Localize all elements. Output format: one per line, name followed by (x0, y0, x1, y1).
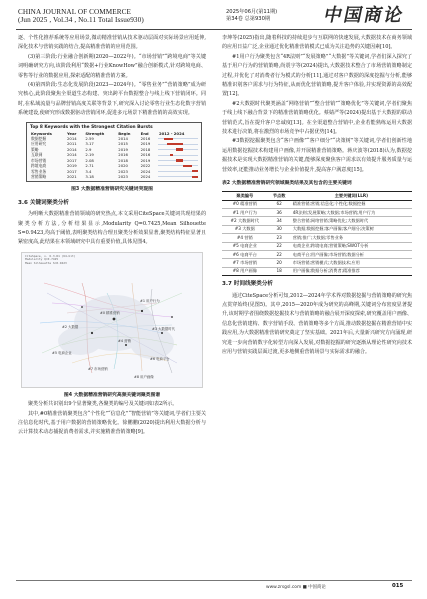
burst-period-bar (192, 170, 198, 172)
table-cell-n: 22 (268, 242, 291, 250)
cluster-label: #1 用户行为 (140, 298, 160, 303)
table-header: 主要关键词(LLR) (291, 191, 412, 200)
burst-cell-end: 2018 (140, 146, 151, 152)
burst-col-header: Keywords (31, 130, 52, 136)
cluster-label: #2 大数据 (62, 324, 79, 329)
section-heading-3-6: 3.6 关键词聚类分析 (18, 199, 70, 206)
burst-cell-kw: 数据挖掘 (31, 136, 47, 142)
footer-url: www.zrsgsl.com ■ 中国商论 (266, 585, 326, 590)
burst-cell-kw: 市场营销 (31, 157, 47, 163)
table-cell-kw: 整合营销;网络营销;策略优化;大数据时代 (291, 217, 412, 225)
table-row (222, 251, 412, 259)
table-cell-kw: 电商平台;用户画像;市场营销;数据分析 (291, 251, 412, 259)
burst-cell-year: 2017 (67, 157, 77, 163)
table-cell-n: 18 (268, 267, 291, 275)
burst-cell-end: 2022 (140, 163, 151, 169)
burst-cell-year: 2017 (67, 168, 77, 174)
cluster-label: #0 精准营销 (100, 310, 120, 315)
burst-cell-end: 2016 (140, 152, 151, 158)
footer-divider (16, 580, 412, 581)
table-cell-id: #6 电商平台 (222, 251, 268, 259)
paragraph: #2大数据时代聚类涵盖“网络营销”“整合营销”“策略优化”等关键词,学者们聚焦于线上线下融合背景下的精准营销策略优化。蔡婧严等(2024)提出基于大数据的联动营销范式,旨在提升客户忠诚度[13]。在全渠道整合营销中,企业若能熟练运用大数据技术进行决策,将在激烈的市场竞争中占据优势[14]。 (222, 100, 412, 136)
paragraph: 逐、个性化推荐系统等应用场景,微动精准营销从技术驱动层面对实际场景应用延伸,深化技术与营销实践的结合,提高精准营销的应用范围。 (18, 35, 206, 51)
table-cell-id: #3 大数据 (222, 225, 268, 233)
table-cell-id: #2 大数据时代 (222, 217, 268, 225)
table-row (222, 217, 412, 225)
burst-cell-begin: 2018 (118, 157, 128, 163)
journal-header-cn (226, 9, 277, 23)
cluster-label: #8 用户画像 (134, 374, 154, 379)
table-cell-kw: 精准营销;营销;信息化;个性化;数据挖掘 (291, 200, 412, 208)
paragraph: (4)第四阶段:生态化发展阶段(2023—2024年)。“零售业务”“营销策略”成为研究核心,此阶段聚焦全渠道生态构建、突出跨平台数据整合与线上线下营销闭环。同时,在私域流量与品牌营销高度关联等背景下,研究深入讨论零售行业生态化数字营销系统建设,使研究形成数据驱动营销闭环,促进多元场景下精准营销的高效实现。 (18, 82, 206, 117)
table-cell-id: #8 用户画像 (222, 267, 268, 275)
journal-header-en (18, 8, 144, 24)
cluster-network-svg (22, 253, 202, 387)
burst-period-bar (170, 154, 173, 156)
burst-cell-strength: 3.17 (85, 141, 94, 147)
burst-period-bar (183, 165, 192, 167)
footer-journal: 中国商论 (308, 585, 326, 590)
table-row (222, 234, 412, 242)
cluster-network-figure (21, 252, 203, 388)
figure-3-caption: 图3 大数据精准营销研究关键词突现图 (71, 187, 153, 193)
table-cell-n: 30 (268, 225, 291, 233)
burst-header: Top 8 Keywords with the Strongest Citation Bursts (30, 124, 153, 130)
table-row (222, 225, 412, 233)
burst-timeline-track (158, 165, 198, 166)
cluster-label: #4 营销 (118, 338, 131, 343)
paragraph: 聚类分析共识别出9个显著聚类,各聚类的编号及关键词如表2所示。 (28, 401, 178, 408)
burst-cell-end: 2019 (140, 141, 151, 147)
burst-cell-year: 2021 (67, 173, 77, 179)
burst-col-header: 2012 - 2024 (159, 130, 185, 136)
cluster-label: #3 大数据时代 (152, 326, 176, 331)
burst-cell-kw: 策略 (31, 146, 39, 152)
paragraph: (3)第三阶段:行业融合创新期(2020—2022年)。“市场营销”“跨境电商”等关键词明确研究方向,该阶段利用“数据+行业KnowHow”融合创新模式,针对跨境电商、零售等行业的数据应用,探索适配的精准营销方案。 (18, 53, 206, 79)
issue-cn: 第34卷 总第930期 (226, 16, 271, 22)
table-cell-id: #4 营销 (222, 234, 268, 242)
page-number: 015 (392, 583, 404, 589)
burst-cell-strength: 3.18 (85, 173, 94, 179)
burst-table (30, 131, 198, 180)
burst-cell-strength: 2.19 (85, 152, 94, 158)
header-divider (16, 29, 412, 30)
cluster-label: #5 电商企业 (52, 350, 72, 355)
date-cn: 2025年06月(第11期) (226, 9, 278, 15)
table-cell-n: 20 (268, 259, 291, 267)
burst-cell-kw: 应用研究 (31, 141, 47, 147)
burst-period-bar (192, 176, 198, 178)
table-cell-n: 34 (268, 217, 291, 225)
burst-col-header: End (140, 130, 149, 136)
table-cell-n: 62 (268, 200, 291, 208)
table-cell-n: 23 (268, 234, 291, 242)
cluster-label: #7 市场营销 (88, 366, 108, 371)
burst-cell-begin: 2014 (118, 136, 128, 142)
burst-row (30, 174, 198, 179)
journal-logo: 中国商论 (321, 5, 407, 26)
burst-cell-end: 2019 (140, 157, 151, 163)
table-cell-kw: 电商企业;跨境电商;营销策略;SWOT分析 (291, 242, 412, 250)
right-column (222, 34, 412, 357)
table-row (222, 209, 412, 217)
burst-col-header: Year (67, 130, 77, 136)
cluster-label: #6 电商平台 (150, 356, 170, 361)
burst-cell-year: 2014 (67, 136, 77, 142)
burst-cell-strength: 2.59 (85, 136, 94, 142)
burst-cell-begin: 2016 (118, 152, 128, 158)
burst-figure (26, 122, 202, 183)
paragraph: 为明晰大数据精准营销领域的研究热点,本文采用CiteSpace关键词共现结果的聚类分析方法,分析结果显示,Modularity Q=0.7425,Mean Silhouette S=0.9423,均高于阈值,表明聚类结构合理且聚类分析效果显著,聚类结构特征显著且紧密度高,此结果在本领域研究中具有重要价值,具体见图4。 (18, 211, 206, 246)
burst-period-bar (176, 159, 182, 161)
table-row (222, 242, 412, 250)
table-header: 聚类编号 (222, 191, 268, 200)
table-cell-kw: 用户画像;数据分析;消费者;精准推荐 (291, 267, 412, 275)
table-cell-kw: 4R法则;发展策略;大数据;市场营销;用户行为 (291, 209, 412, 217)
paragraph: 其中,#0精准营销聚类包含“个性化”“信息化”“智能营销”等关键词,学者们主要关注信息化时代,基于用户数据的营销策略优化。徐鹏鹏(2020)提出利用大数据分析与云计算技术动态捕捉消费者需求,并实施精准营销策略[9]。 (18, 410, 206, 436)
burst-period-bar (167, 143, 182, 145)
burst-cell-begin: 2023 (118, 168, 128, 174)
table-cell-n: 22 (268, 251, 291, 259)
burst-cell-kw: 互联网 (31, 152, 43, 158)
citespace-meta: CiteSpace, v. 6.3.R1 (64-bit) Modularity Q=0.7425 Mean Silhouette S=0.9423 (25, 253, 76, 265)
burst-period-bar (176, 148, 182, 150)
burst-cell-year: 2014 (67, 146, 77, 152)
table-cell-id: #0 精准营销 (222, 200, 268, 208)
burst-cell-year: 2019 (67, 163, 77, 169)
burst-col-header: Strength (85, 130, 105, 136)
table-cell-id: #7 市场营销 (222, 259, 268, 267)
burst-cell-begin: 2023 (118, 173, 128, 179)
table-2-caption: 表2 大数据精准营销研究领域聚类结果及其包含的主要关键词 (222, 181, 352, 187)
burst-cell-kw: 跨境电商 (31, 163, 47, 169)
burst-cell-begin: 2019 (118, 146, 128, 152)
paragraph: #3数据挖掘聚类包含“客户画像”“客户细分”“决策树”等关键词,学者们创新性地运用数据挖掘技术构建用户画像,并开展精准营销策略。蒋庆波等(2018)认为,数据挖掘技术是实现大数据精准营销的关键,能够深度聚焦客户需求以有效提升服务质量与运营效率,还能推动业务增长与企业价值提升,提高客户满意度[15]。 (222, 138, 412, 173)
burst-cell-year: 2011 (67, 141, 77, 147)
table-row (222, 200, 412, 208)
left-column (18, 34, 206, 438)
table-cell-id: #5 电商企业 (222, 242, 268, 250)
table-row (222, 259, 412, 267)
burst-cell-strength: 2.71 (85, 163, 94, 169)
burst-cell-strength: 2.08 (85, 157, 94, 163)
burst-timeline-track (158, 155, 198, 156)
footer-url-text: www.zrsgsl.com (266, 585, 302, 590)
table-cell-n: 36 (268, 209, 291, 217)
burst-cell-end: 2024 (140, 173, 151, 179)
table-row (222, 267, 412, 275)
table-cell-kw: 市场营销;营销模式;大数据技术;应用 (291, 259, 412, 267)
paragraph: #1用户行为聚类包含“4R法则”“发展策略”“大数据”等关键词,学者们深入探究了基于用户行为的营销策略,尚震宇等(2024)提出,大数据技术整合了市场营销策略制定过程,并优化了对消费者行为模式的分析[11],通过对客户数据的深度挖掘与分析,能够精准识别客户需求与行为特征,从而优化营销策略,提升客户体验,并实现资源的高效配置[12]。 (222, 53, 412, 98)
burst-bar-cell (158, 174, 198, 179)
cluster-keyword-table (222, 191, 412, 277)
journal-name-en: CHINA JOURNAL OF COMMERCE (18, 8, 132, 16)
paragraph: 通过CiteSpace分析可知,2012—2024年学术界对数据挖掘与营销策略的研究焦点贯穿始终(见图5)。其中,2015—2020年成为研究的高峰期,关键词分布密度显著提升,该时期学者围绕数据挖掘技术与营销策略的融合展开深度探索,研究覆盖用户画像、信息化营销建构、数字营销手段、营销策略等多个方面,推动数据挖掘在精准营销中实践应用,为大数据精准营销研究奠定了坚实基础。2021年后,大量新兴研究方向涌现,研究进一步向营销数字化转型方向深入发展,对数据挖掘的研究逐渐从理论性研究向技术应用与营销实践层面过渡,更多地侧重营销场景与实际需求的融合。 (222, 292, 412, 356)
burst-cell-kw: 零售业务 (31, 168, 47, 174)
paragraph: 李坤等(2025)指出,随着科技的持续进步与互联网的快速发展,大数据技术在商务领域的应用日益广泛,企业通过优化精准营销模式已成为关注趋势的关键因素[10]。 (222, 35, 412, 51)
figure-4-caption: 图4 大数据精准营销研究高频关键词聚类图谱 (63, 392, 161, 398)
burst-period-bar (164, 138, 173, 140)
burst-cell-year: 2014 (67, 152, 77, 158)
burst-cell-end: 2016 (140, 136, 151, 142)
section-heading-3-7: 3.7 时间线聚类分析 (222, 281, 274, 288)
burst-cell-begin: 2015 (118, 141, 128, 147)
table-cell-kw: 大数据;数据挖掘;客户画像;客户细分;决策树 (291, 225, 412, 233)
table-header: 节点数 (268, 191, 291, 200)
burst-cell-strength: 2.9 (85, 146, 92, 152)
burst-cell-end: 2024 (140, 168, 151, 174)
burst-cell-begin: 2020 (118, 163, 128, 169)
table-cell-id: #1 用户行为 (222, 209, 268, 217)
issue-en: (Jun 2025 , Vol.34 , No.11 Total Issue930) (18, 16, 144, 25)
burst-col-header: Begin (118, 130, 131, 136)
table-cell-kw: 营销;推广;大数据;零售业务 (291, 234, 412, 242)
burst-cell-strength: 3.4 (85, 168, 92, 174)
burst-cell-kw: 营销策略 (31, 173, 47, 179)
